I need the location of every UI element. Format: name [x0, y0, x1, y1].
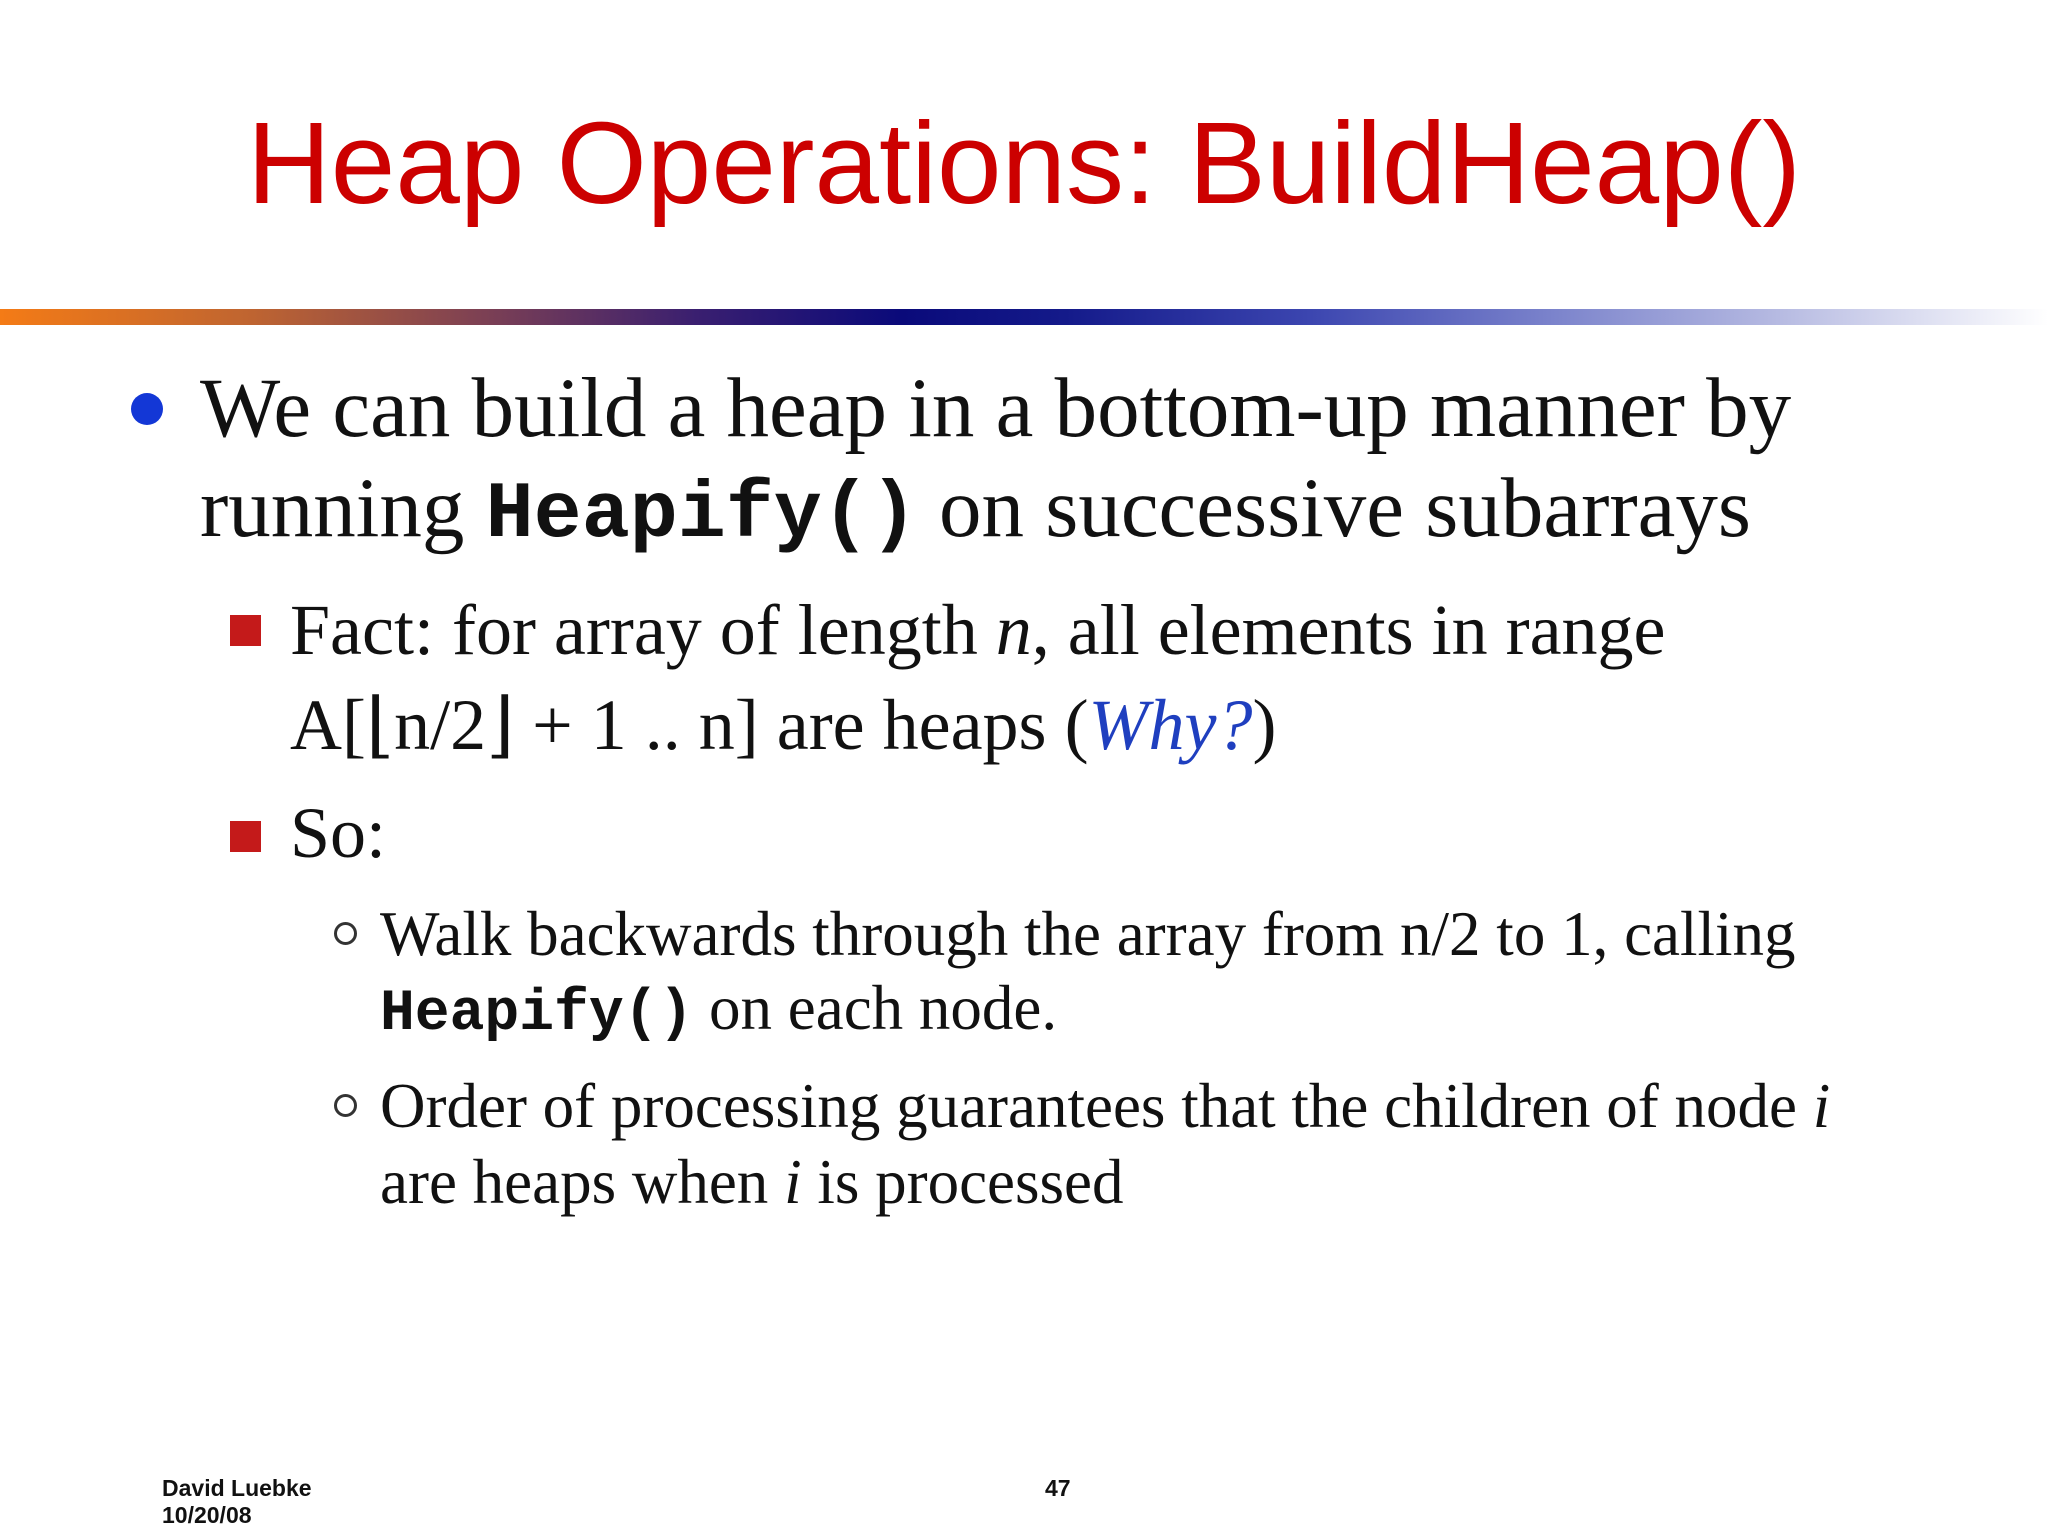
- main-bullet-text-pre: running: [200, 461, 486, 555]
- walk-bullet-line-2: [380, 968, 1057, 1055]
- order-text-pre: Order of processing guarantees that the children of node: [380, 1071, 1813, 1141]
- fact-bullet-line-2: [290, 680, 1276, 770]
- why-question: Why?: [1088, 685, 1253, 765]
- walk-text: Walk backwards through the array from n/2 to 1, calling: [380, 899, 1796, 969]
- footer-date: 10/20/08: [162, 1502, 252, 1528]
- fact-variable-n: n: [995, 590, 1032, 670]
- title-divider-bar: [0, 309, 2048, 325]
- fact-range-text: A[⌊n/2⌋ + 1 .. n] are heaps (: [290, 685, 1089, 765]
- order-variable-i: i: [1812, 1071, 1831, 1141]
- fact-bullet-line-1: [290, 585, 1666, 675]
- order-bullet-line-2: [380, 1142, 1124, 1222]
- page-number: 47: [1045, 1475, 1071, 1501]
- main-bullet-icon: [131, 393, 163, 425]
- main-bullet-line-2: [200, 458, 1751, 566]
- order-bullet-icon: [334, 1094, 357, 1117]
- walk-bullet-icon: [334, 922, 357, 945]
- walk-bullet-line-1: [380, 894, 1796, 974]
- order-bullet-line-1: [380, 1066, 1830, 1146]
- fact-text-pre: Fact: for array of length: [290, 590, 996, 670]
- main-bullet-text: We can build a heap in a bottom-up manner by: [200, 361, 1792, 455]
- order-text-post: is processed: [801, 1147, 1124, 1217]
- heapify-code-walk: Heapify(): [380, 982, 694, 1047]
- order-text-pre-2: are heaps when: [380, 1147, 785, 1217]
- fact-close-paren: ): [1252, 685, 1277, 765]
- so-label: So:: [290, 793, 387, 873]
- slide-title: Heap Operations: BuildHeap(): [247, 98, 1801, 228]
- so-bullet-icon: [230, 821, 261, 852]
- order-variable-i-2: i: [784, 1147, 802, 1217]
- fact-text-post: , all elements in range: [1031, 590, 1666, 670]
- walk-text-post: on each node.: [693, 973, 1058, 1043]
- heapify-code: Heapify(): [485, 470, 918, 561]
- footer-author: David Luebke: [162, 1475, 312, 1501]
- fact-bullet-icon: [230, 615, 261, 646]
- so-bullet-line: [290, 788, 386, 878]
- main-bullet-text-post: on successive subarrays: [917, 461, 1751, 555]
- main-bullet-line-1: [200, 358, 1791, 458]
